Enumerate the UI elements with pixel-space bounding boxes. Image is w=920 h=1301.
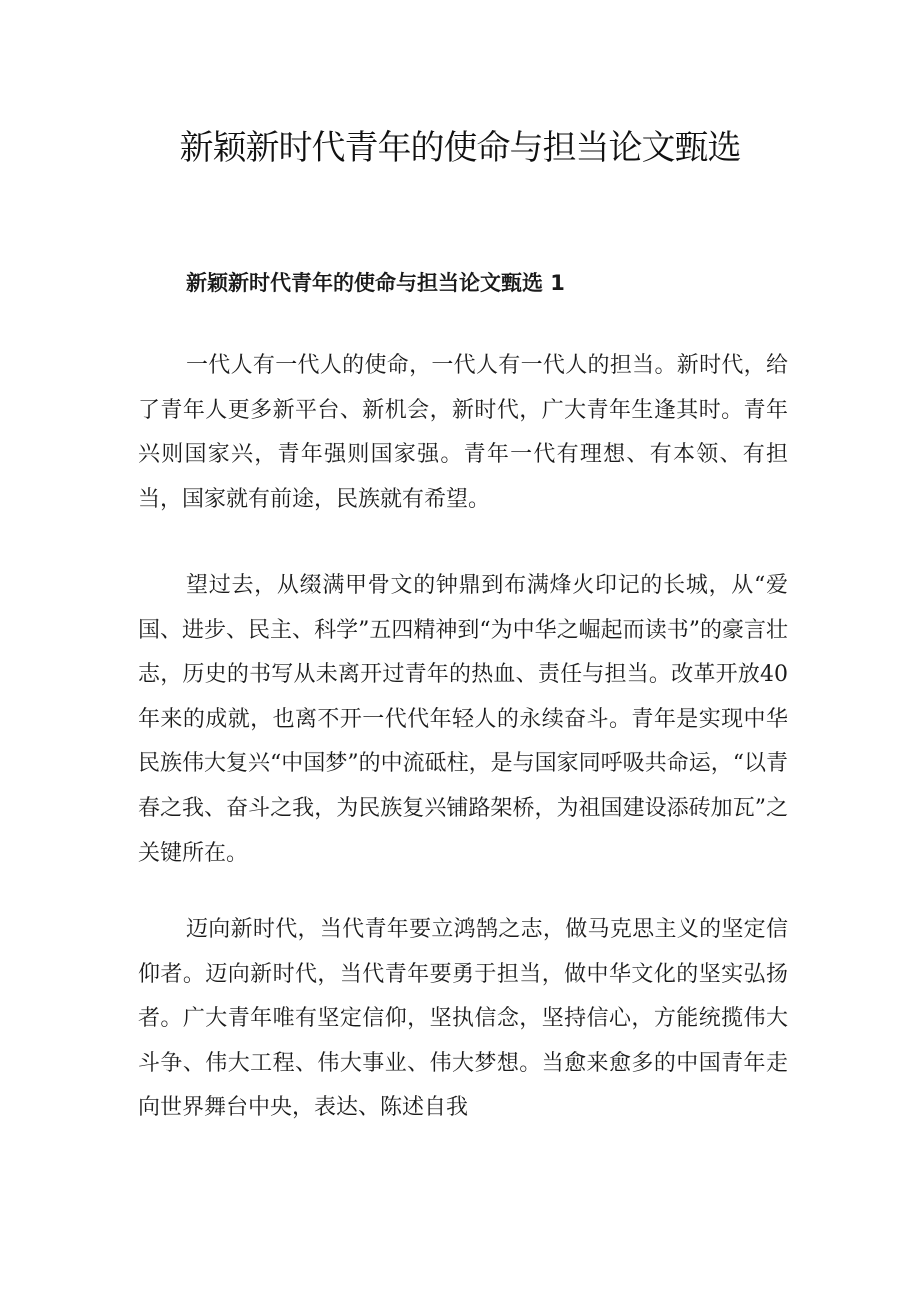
section-heading: 新颖新时代青年的使命与担当论文甄选 1 [186,271,565,295]
paragraph-2: 望过去，从缀满甲骨文的钟鼎到布满烽火印记的长城，从“爱国、进步、民主、科学”五四精神到“为中华之崛起而读书”的豪言壮志，历史的书写从未离开过青年的热血、责任与担当。改革开放40年来的成就，也离不开一代代年轻人的永续奋斗。青年是实现中华民族伟大复兴“中国梦”的中流砥柱，是与国家同呼吸共命运，“以青春之我、奋斗之我，为民族复兴铺路架桥，为祖国建设添砖加瓦”之关键所在。 [138,573,788,866]
document-title: 新颖新时代青年的使命与担当论文甄选 [179,128,741,168]
paragraph-1: 一代人有一代人的使命，一代人有一代人的担当。新时代，给了青年人更多新平台、新机会，新时代，广大青年生逢其时。青年兴则国家兴，青年强则国家强。青年一代有理想、有本领、有担当，国家就有前途，民族就有希望。 [138,353,788,512]
paragraph-3: 迈向新时代，当代青年要立鸿鹄之志，做马克思主义的坚定信仰者。迈向新时代，当代青年要勇于担当，做中华文化的坚实弘扬者。广大青年唯有坚定信仰，坚执信念，坚持信心，方能统揽伟大斗争、伟大工程、伟大事业、伟大梦想。当愈来愈多的中国青年走向世界舞台中央，表达、陈述自我 [138,917,788,1121]
